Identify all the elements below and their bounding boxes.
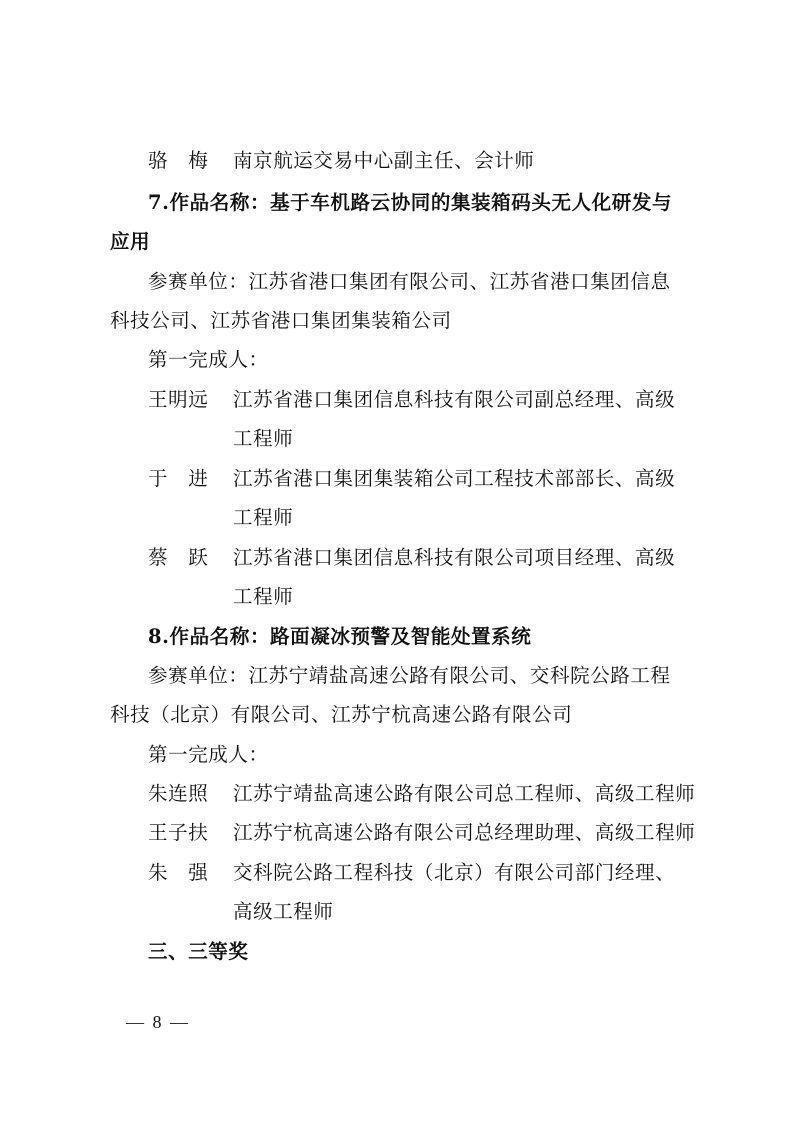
page-number: — 8 — [126,1012,190,1032]
section-third-prize-heading: 三、三等奖 [148,940,249,963]
member-row [0,466,793,492]
work-7-title: 7.作品名称：基于车机路云协同的集装箱码头无人化研发与 [148,191,673,214]
member-row [0,545,793,571]
member-name: 朱 强 [148,861,209,884]
member-row [0,820,793,846]
member-row [0,387,793,413]
member-row [0,860,793,886]
member-name: 于 进 [148,467,209,490]
member-row [0,781,793,807]
member-role-cont: 工程师 [233,506,294,529]
member-role-cont: 工程师 [233,585,294,608]
member-row [0,148,793,174]
member-name: 骆 梅 [148,149,209,172]
member-role: 南京航运交易中心副主任、会计师 [233,149,535,172]
work-8-title: 8.作品名称：路面凝冰预警及智能处置系统 [148,625,532,648]
work-8-unit: 参赛单位：江苏宁靖盐高速公路有限公司、交科院公路工程 [148,664,671,687]
work-7-first-completer-label: 第一完成人： [148,348,269,371]
member-role: 交科院公路工程科技（北京）有限公司部门经理、 [233,861,676,884]
member-role: 江苏省港口集团信息科技有限公司项目经理、高级 [233,546,676,569]
member-role: 江苏宁杭高速公路有限公司总经理助理、高级工程师 [233,821,696,844]
member-name: 蔡 跃 [148,546,209,569]
work-7-unit-cont: 科技公司、江苏省港口集团集装箱公司 [110,309,452,332]
member-role: 江苏省港口集团信息科技有限公司副总经理、高级 [233,388,676,411]
member-name: 王子扶 [148,821,209,844]
member-role-cont: 工程师 [233,427,294,450]
work-7-title-cont: 应用 [110,230,151,253]
work-7-unit: 参赛单位：江苏省港口集团有限公司、江苏省港口集团信息 [148,270,671,293]
member-role: 江苏宁靖盐高速公路有限公司总工程师、高级工程师 [233,782,696,805]
work-8-unit-cont: 科技（北京）有限公司、江苏宁杭高速公路有限公司 [110,703,573,726]
member-role-cont: 高级工程师 [233,900,334,923]
member-name: 王明远 [148,388,209,411]
member-name: 朱连照 [148,782,209,805]
member-role: 江苏省港口集团集装箱公司工程技术部部长、高级 [233,467,676,490]
work-8-first-completer-label: 第一完成人： [148,743,269,766]
